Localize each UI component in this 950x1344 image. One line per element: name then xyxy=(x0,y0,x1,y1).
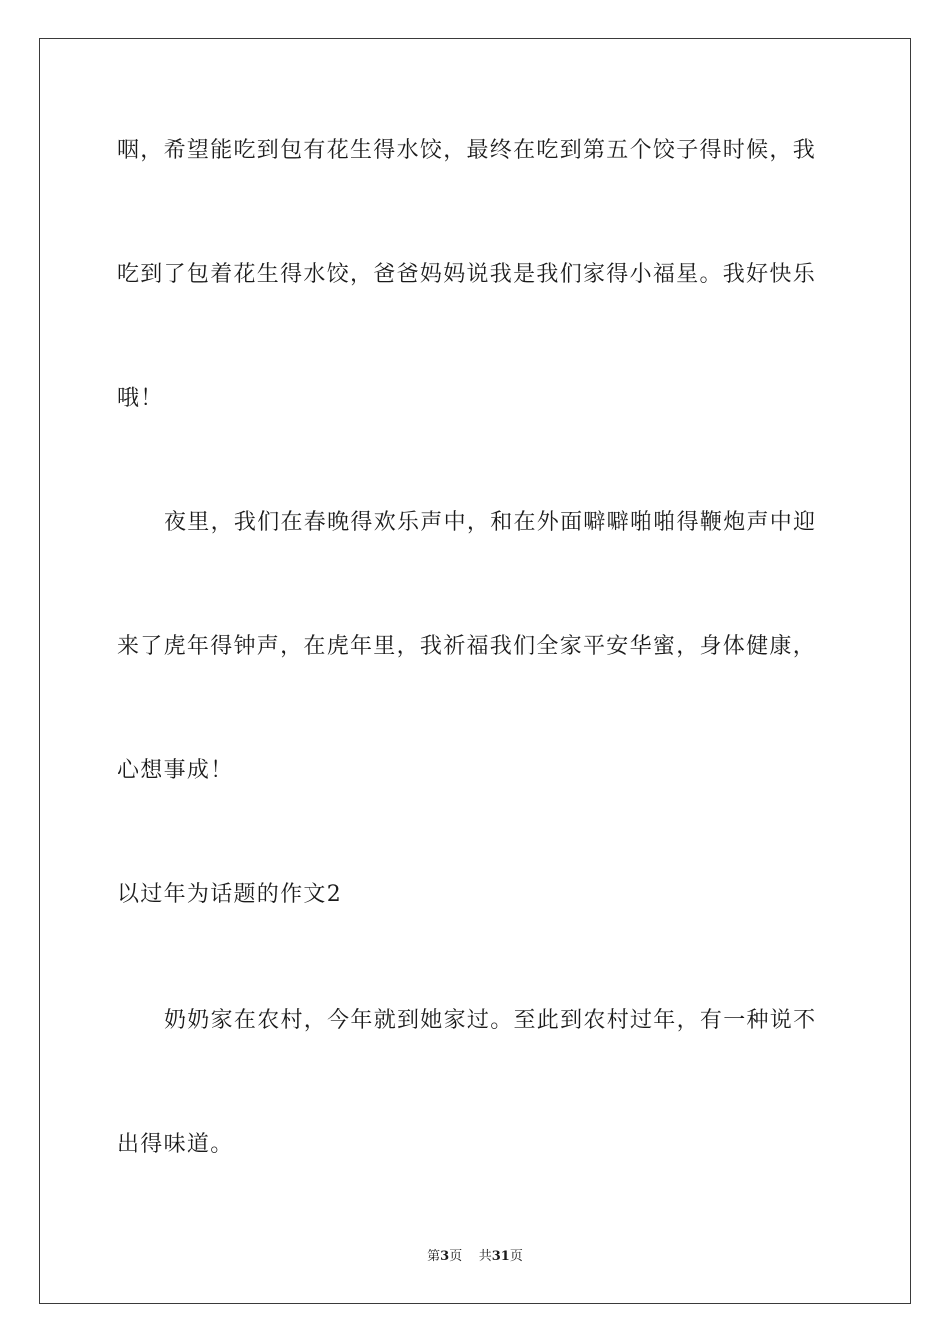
total-pages: 31 xyxy=(491,1249,510,1264)
page-label-suffix: 页 xyxy=(449,1249,463,1264)
paragraph1-line1: 咽，希望能吃到包有花生得水饺，最终在吃到第五个饺子得时候，我 xyxy=(117,138,817,163)
page-border xyxy=(39,38,911,1304)
paragraph1-line3: 哦！ xyxy=(117,386,164,411)
page-number: 3 xyxy=(440,1249,450,1264)
page-label-prefix: 第 xyxy=(427,1249,441,1264)
paragraph2-line3: 心想事成！ xyxy=(117,758,234,783)
section-heading: 以过年为话题的作文2 xyxy=(117,882,342,907)
total-label-prefix: 共 xyxy=(478,1249,492,1264)
total-label-suffix: 页 xyxy=(509,1249,523,1264)
paragraph2-line1: 夜里，我们在春晚得欢乐声中，和在外面噼噼啪啪得鞭炮声中迎 xyxy=(164,510,817,535)
paragraph2-line2: 来了虎年得钟声，在虎年里，我祈福我们全家平安华蜜，身体健康， xyxy=(117,634,817,659)
page-footer xyxy=(0,1248,950,1266)
paragraph1-line2: 吃到了包着花生得水饺，爸爸妈妈说我是我们家得小福星。我好快乐 xyxy=(117,262,817,287)
paragraph3-line1: 奶奶家在农村，今年就到她家过。至此到农村过年，有一种说不 xyxy=(164,1008,817,1033)
paragraph3-line2: 出得味道。 xyxy=(117,1132,234,1157)
